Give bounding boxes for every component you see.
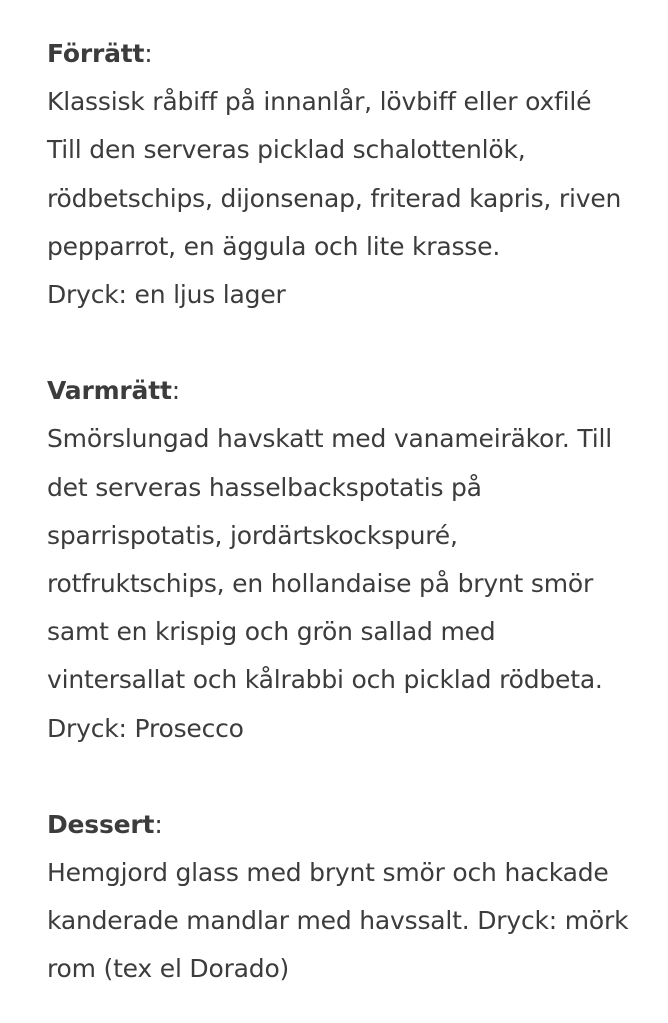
course-heading	[47, 30, 638, 78]
course-name: Varmrätt	[47, 376, 172, 406]
course-description-line: kanderade mandlar med havssalt. Dryck: mörk	[47, 906, 629, 936]
course-heading	[47, 801, 638, 849]
course-description-line: vintersallat och kålrabbi och picklad rödbeta.	[47, 665, 603, 695]
course-description-line: samt en krispig och grön sallad med	[47, 617, 496, 647]
course-varmratt	[47, 367, 638, 753]
course-heading-colon: :	[171, 376, 180, 406]
course-description-line: Smörslungad havskatt med vanameiräkor. Till	[47, 424, 612, 454]
course-heading-colon: :	[154, 809, 163, 839]
course-name: Förrätt	[47, 39, 145, 68]
course-description-line: Till den serveras picklad schalottenlök,	[47, 135, 526, 165]
course-name: Dessert	[47, 809, 155, 839]
course-description-line: Klassisk råbiff på innanlår, lövbiff eller oxfilé	[47, 87, 592, 117]
course-description-line: det serveras hasselbackspotatis på	[47, 472, 482, 502]
course-description-line: rom (tex el Dorado)	[47, 954, 290, 984]
course-description-line: rödbetschips, dijonsenap, friterad kapris, riven	[47, 183, 622, 213]
course-description-line: sparrispotatis, jordärtskockspuré,	[47, 520, 458, 550]
course-heading-colon: :	[144, 39, 153, 68]
course-description-line: rotfruktschips, en hollandaise på brynt smör	[47, 569, 594, 599]
course-drink-line: Dryck: Prosecco	[47, 713, 244, 743]
course-forratt	[47, 30, 638, 319]
course-dessert	[47, 801, 638, 994]
course-heading	[47, 367, 638, 415]
course-description-line: pepparrot, en äggula och lite krasse.	[47, 231, 501, 261]
course-description-line: Hemgjord glass med brynt smör och hackade	[47, 858, 609, 888]
course-drink-line: Dryck: en ljus lager	[47, 280, 286, 310]
